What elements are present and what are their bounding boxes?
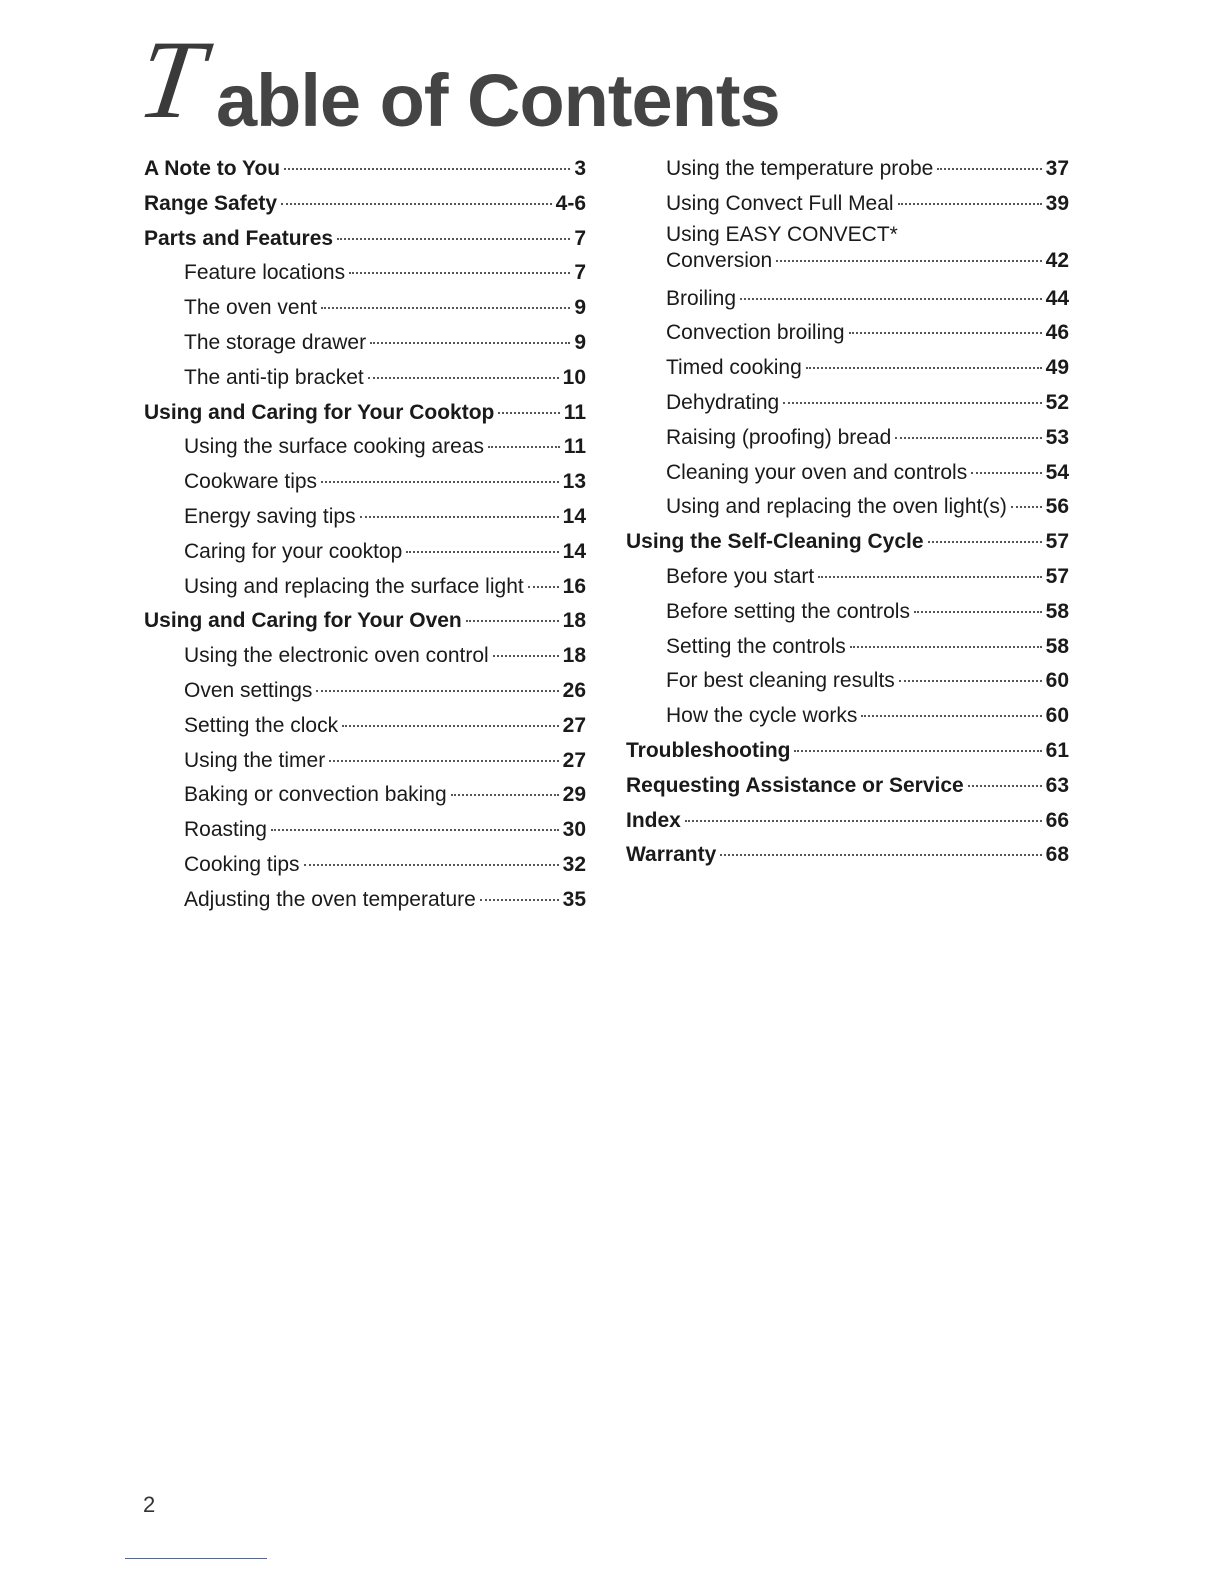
toc-page-number: 58 (1045, 599, 1069, 623)
toc-page-number: 66 (1045, 808, 1069, 832)
toc-entry-label: Using EASY CONVECT* (666, 222, 898, 246)
toc-entry-label: Parts and Features (144, 226, 334, 250)
toc-entry-label: Warranty (626, 843, 717, 867)
dot-leader (968, 785, 1042, 787)
toc-left-column (144, 152, 586, 918)
toc-section-entry[interactable] (626, 804, 1069, 839)
toc-page-number: 57 (1045, 530, 1069, 554)
dot-leader (1011, 506, 1042, 508)
dot-leader (321, 481, 559, 483)
toc-page-number: 49 (1045, 356, 1069, 380)
toc-entry-label: Broiling (666, 286, 737, 310)
toc-section-entry[interactable] (144, 396, 586, 431)
dot-leader (284, 168, 570, 170)
toc-entry-line2 (666, 248, 1069, 282)
toc-page-number: 68 (1045, 843, 1069, 867)
toc-right-column (626, 152, 1069, 873)
page-number: 2 (143, 1492, 156, 1517)
toc-page-number: 7 (574, 226, 586, 250)
dot-leader (861, 715, 1041, 717)
toc-entry-label: The oven vent (184, 296, 318, 320)
toc-page-number: 42 (1045, 248, 1069, 272)
toc-page-number: 35 (562, 887, 586, 911)
dot-leader (928, 541, 1042, 543)
toc-subentry[interactable] (626, 664, 1069, 699)
toc-subentry[interactable] (144, 709, 586, 744)
dot-leader (304, 864, 559, 866)
toc-page-number: 30 (562, 818, 586, 842)
dot-leader (281, 203, 552, 205)
toc-subentry[interactable] (144, 535, 586, 570)
toc-section-entry[interactable] (626, 734, 1069, 769)
toc-page-number: 60 (1045, 704, 1069, 728)
toc-section-entry[interactable] (144, 187, 586, 222)
dot-leader (271, 829, 559, 831)
toc-subentry[interactable] (144, 570, 586, 605)
toc-subentry[interactable] (144, 291, 586, 326)
dot-leader (899, 680, 1042, 682)
dot-leader (914, 611, 1042, 613)
toc-page-number: 13 (562, 470, 586, 494)
toc-entry-label: Using the Self-Cleaning Cycle (626, 530, 924, 554)
toc-page-number: 11 (563, 400, 586, 424)
toc-entry-label: A Note to You (144, 157, 281, 180)
toc-page-number: 18 (562, 644, 586, 668)
dot-leader (818, 576, 1041, 578)
toc-page-number: 3 (574, 157, 586, 180)
toc-entry-label: Raising (proofing) bread (666, 425, 892, 449)
toc-entry-label: Energy saving tips (184, 504, 356, 528)
dot-leader (466, 620, 559, 622)
toc-entry-label: Setting the clock (184, 713, 339, 737)
toc-entry-label: For best cleaning results (666, 669, 895, 693)
dot-leader (720, 854, 1041, 856)
toc-entry-label: Baking or convection baking (184, 783, 447, 807)
toc-subentry[interactable] (144, 848, 586, 883)
dot-leader (360, 516, 559, 518)
toc-page-number: 27 (562, 748, 586, 772)
toc-page-number: 39 (1045, 191, 1069, 215)
toc-entry-label: Setting the controls (666, 634, 846, 658)
dot-leader (349, 272, 570, 274)
toc-subentry[interactable] (626, 282, 1069, 317)
dot-leader (498, 412, 559, 414)
dot-leader (488, 446, 560, 448)
dot-leader (783, 402, 1041, 404)
dot-leader (451, 794, 559, 796)
toc-subentry[interactable] (626, 560, 1069, 595)
toc-entry-label: Troubleshooting (626, 738, 791, 762)
toc-entry-label: How the cycle works (666, 704, 858, 728)
toc-entry-label: Feature locations (184, 261, 346, 285)
dot-leader (898, 203, 1042, 205)
toc-entry-label: Roasting (184, 818, 267, 842)
toc-entry-label: Before you start (666, 564, 815, 588)
dot-leader (316, 690, 558, 692)
toc-entry-label: Using the surface cooking areas (184, 435, 484, 459)
toc-entry-label-continued: Conversion (666, 248, 773, 272)
toc-subentry[interactable] (626, 595, 1069, 630)
dot-leader (493, 655, 559, 657)
toc-section-entry[interactable] (626, 769, 1069, 804)
toc-entry-label: Using Convect Full Meal (666, 191, 894, 215)
toc-subentry[interactable] (626, 386, 1069, 421)
toc-subentry[interactable] (144, 465, 586, 500)
dot-leader (849, 332, 1042, 334)
toc-entry-label: Using the timer (184, 748, 326, 772)
dot-leader (406, 551, 558, 553)
toc-page-number: 32 (562, 852, 586, 876)
toc-subentry[interactable] (144, 500, 586, 535)
toc-entry-label: Cooking tips (184, 852, 300, 876)
toc-entry-label: Using and replacing the oven light(s) (666, 495, 1007, 519)
toc-subentry[interactable] (144, 744, 586, 779)
toc-page-number: 27 (562, 713, 586, 737)
toc-subentry[interactable] (144, 813, 586, 848)
toc-page-number: 61 (1045, 738, 1069, 762)
toc-subentry[interactable] (626, 630, 1069, 665)
toc-section-entry[interactable] (626, 525, 1069, 560)
toc-entry-label: The storage drawer (184, 330, 367, 354)
toc-entry-label: Using the electronic oven control (184, 644, 489, 668)
toc-entry-label: Index (626, 808, 681, 832)
toc-entry-label: Using and replacing the surface light (184, 574, 524, 598)
toc-page-number: 63 (1045, 773, 1069, 797)
toc-subentry[interactable] (144, 883, 586, 918)
toc-page-number: 44 (1045, 286, 1069, 310)
toc-page-number: 7 (574, 261, 586, 285)
toc-subentry[interactable] (626, 152, 1069, 187)
toc-page-number: 10 (562, 365, 586, 389)
dot-leader (850, 646, 1042, 648)
page-title (131, 18, 840, 142)
dot-leader (740, 298, 1042, 300)
dot-leader (685, 820, 1042, 822)
dot-leader (480, 899, 559, 901)
toc-subentry[interactable] (626, 456, 1069, 491)
toc-subentry[interactable] (144, 430, 586, 465)
footer-rule (125, 1558, 267, 1559)
toc-subentry[interactable] (144, 639, 586, 674)
toc-page-number: 4-6 (555, 191, 586, 215)
toc-entry-label: Timed cooking (666, 356, 802, 380)
toc-section-entry[interactable] (144, 152, 586, 187)
toc-section-entry[interactable] (144, 604, 586, 639)
toc-subentry[interactable] (144, 256, 586, 291)
toc-page-number: 46 (1045, 321, 1069, 345)
toc-page-number: 18 (562, 609, 586, 633)
toc-subentry[interactable] (626, 351, 1069, 386)
dot-leader (329, 760, 558, 762)
toc-subentry[interactable] (626, 699, 1069, 734)
toc-page-number: 9 (574, 330, 586, 354)
dot-leader (321, 307, 570, 309)
toc-page-number: 57 (1045, 564, 1069, 588)
toc-page-number: 53 (1045, 425, 1069, 449)
toc-section-entry[interactable] (626, 838, 1069, 873)
toc-page-number: 58 (1045, 634, 1069, 658)
dot-leader (794, 750, 1041, 752)
toc-section-entry[interactable] (144, 222, 586, 257)
toc-page-number: 52 (1045, 390, 1069, 414)
toc-entry-label: Cookware tips (184, 470, 318, 494)
toc-page-number: 11 (563, 435, 586, 459)
title-decorative-initial: T (131, 18, 212, 142)
toc-entry-label: Cleaning your oven and controls (666, 460, 968, 484)
toc-subentry[interactable] (626, 187, 1069, 222)
toc-entry-label: Using and Caring for Your Cooktop (144, 400, 495, 424)
dot-leader (337, 238, 570, 240)
toc-page-number: 54 (1045, 460, 1069, 484)
toc-entry-label: Requesting Assistance or Service (626, 773, 964, 797)
toc-page-number: 9 (574, 296, 586, 320)
dot-leader (895, 437, 1041, 439)
toc-entry-label: Using the temperature probe (666, 157, 934, 180)
toc-page-number: 29 (562, 783, 586, 807)
toc-page-number: 60 (1045, 669, 1069, 693)
dot-leader (776, 260, 1041, 262)
toc-entry-label: The anti-tip bracket (184, 365, 364, 389)
toc-subentry[interactable] (144, 361, 586, 396)
toc-entry-label: Adjusting the oven temperature (184, 887, 476, 911)
dot-leader (528, 586, 559, 588)
toc-entry-label: Convection broiling (666, 321, 845, 345)
toc-page-number: 37 (1045, 157, 1069, 180)
toc-page-number: 16 (562, 574, 586, 598)
toc-entry-label: Dehydrating (666, 390, 780, 414)
dot-leader (342, 725, 559, 727)
toc-subentry[interactable] (626, 490, 1069, 525)
toc-subentry[interactable] (626, 316, 1069, 351)
toc-subentry[interactable] (144, 674, 586, 709)
toc-subentry[interactable] (626, 222, 1069, 282)
dot-leader (937, 168, 1041, 170)
toc-page-number: 14 (562, 539, 586, 563)
toc-entry-label: Range Safety (144, 191, 278, 215)
dot-leader (806, 367, 1042, 369)
toc-entry-label: Caring for your cooktop (184, 539, 403, 563)
title-text: able of Contents (216, 59, 780, 142)
dot-leader (368, 377, 559, 379)
toc-subentry[interactable] (144, 778, 586, 813)
toc-page-number: 26 (562, 678, 586, 702)
dot-leader (370, 342, 570, 344)
toc-subentry[interactable] (144, 326, 586, 361)
toc-page-number: 14 (562, 504, 586, 528)
toc-page-number: 56 (1045, 495, 1069, 519)
toc-entry-label: Oven settings (184, 678, 313, 702)
toc-subentry[interactable] (626, 421, 1069, 456)
toc-entry-label: Using and Caring for Your Oven (144, 609, 462, 633)
dot-leader (971, 472, 1041, 474)
toc-entry-label: Before setting the controls (666, 599, 910, 623)
